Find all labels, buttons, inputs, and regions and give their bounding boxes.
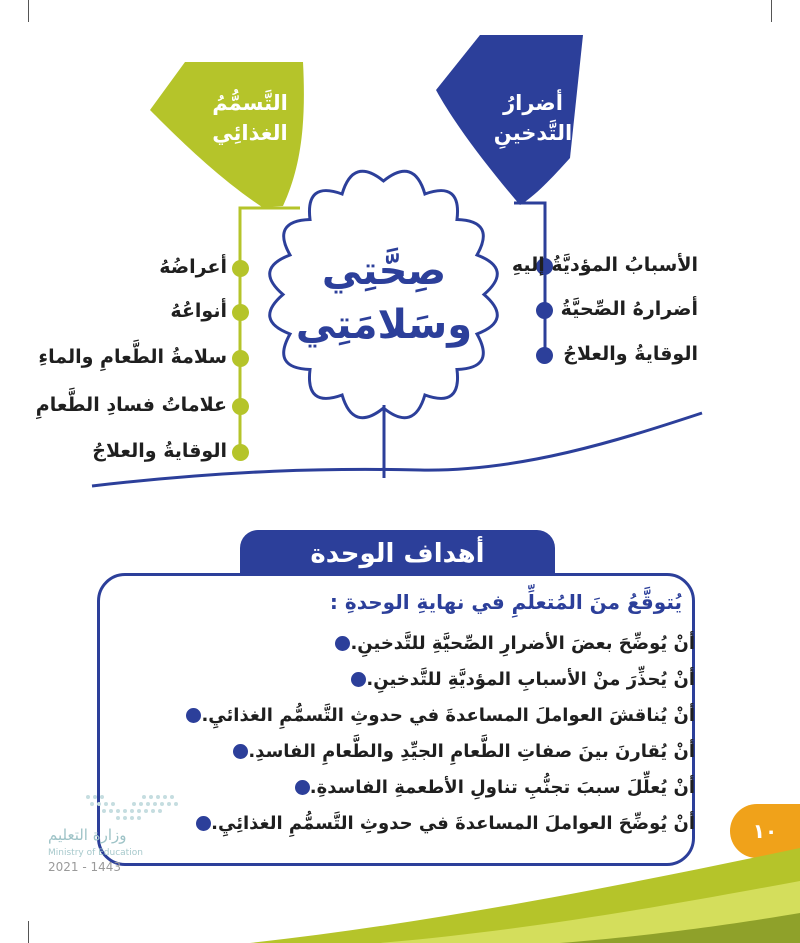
- bullet-dot: [232, 260, 249, 277]
- smoking-item: الأسبابُ المؤديَّةُ إليهِ: [511, 254, 698, 276]
- unit-title-line-2: وسَلامَتِي: [295, 302, 473, 348]
- objective-item: أنْ يُوضِّحَ بعضَ الأضرارِ الصِّحيَّةِ للتَّدخينِ.: [327, 628, 695, 658]
- food-poisoning-item: الوقايةُ والعلاجُ: [92, 440, 227, 462]
- bullet-dot: [233, 744, 248, 759]
- bullet-dot: [295, 780, 310, 795]
- bullet-dot: [196, 816, 211, 831]
- edition-year: 2021 - 1443: [48, 860, 122, 874]
- objective-item: أنْ يُوضِّحَ العواملَ المساعدةَ في حدوثِ التَّسمُّمِ الغذائِيِ.: [188, 808, 695, 838]
- objectives-header-text: أهداف الوحدة: [310, 539, 485, 569]
- food-poisoning-item: أعراضُهُ: [159, 256, 227, 278]
- objective-item: أنْ يُعلِّلَ سببَ تجنُّبِ تناولِ الأطعمةِ الفاسدةِ.: [287, 772, 695, 802]
- ministry-name-english: Ministry of Education: [48, 848, 143, 858]
- flower-shape: [270, 171, 498, 417]
- page-number: ١٠: [752, 819, 778, 843]
- bullet-dot: [536, 347, 553, 364]
- food-poisoning-title: التَّسمُّمُ الغذائِي: [212, 91, 288, 145]
- blue-connector-line: [514, 203, 545, 360]
- unit-title-line-1: صِحَّتِي: [321, 248, 447, 294]
- ministry-name-arabic: وزارة التعليم: [48, 826, 127, 844]
- objective-item: أنْ يُناقشَ العواملَ المساعدةَ في حدوثِ التَّسمُّمِ الغذائيِ.: [178, 700, 695, 730]
- bullet-dot: [335, 636, 350, 651]
- smoking-harms-title: أضرارُ التَّدخينِ: [493, 91, 573, 145]
- bullet-dot: [232, 398, 249, 415]
- objectives-intro: يُتوقَّعُ منَ المُتعلِّمِ في نهايةِ الوحدةِ :: [329, 590, 682, 614]
- bullet-dot: [536, 302, 553, 319]
- bullet-dot: [232, 304, 249, 321]
- smoking-item: الوقايةُ والعلاجُ: [563, 343, 698, 365]
- bottom-decoration: [0, 843, 800, 943]
- bullet-dot: [351, 672, 366, 687]
- objective-item: أنْ يُقارنَ بينَ صفاتِ الطَّعامِ الجيِّدِ والطَّعامِ الفاسدِ.: [225, 736, 695, 766]
- food-poisoning-item: أنواعُهُ: [170, 300, 227, 322]
- bullet-dot: [232, 444, 249, 461]
- food-poisoning-item: علاماتُ فسادِ الطَّعامِ: [35, 394, 227, 416]
- smoking-item: أضرارهُ الصِّحيَّةُ: [560, 298, 698, 320]
- objective-item: أنْ يُحذِّرَ منْ الأسبابِ المؤديَّةِ للتَّدخينِ.: [343, 664, 695, 694]
- food-poisoning-item: سلامةُ الطَّعامِ والماءِ: [38, 346, 227, 368]
- bullet-dot: [186, 708, 201, 723]
- ministry-logo-dots: [48, 792, 188, 822]
- bullet-dot: [232, 350, 249, 367]
